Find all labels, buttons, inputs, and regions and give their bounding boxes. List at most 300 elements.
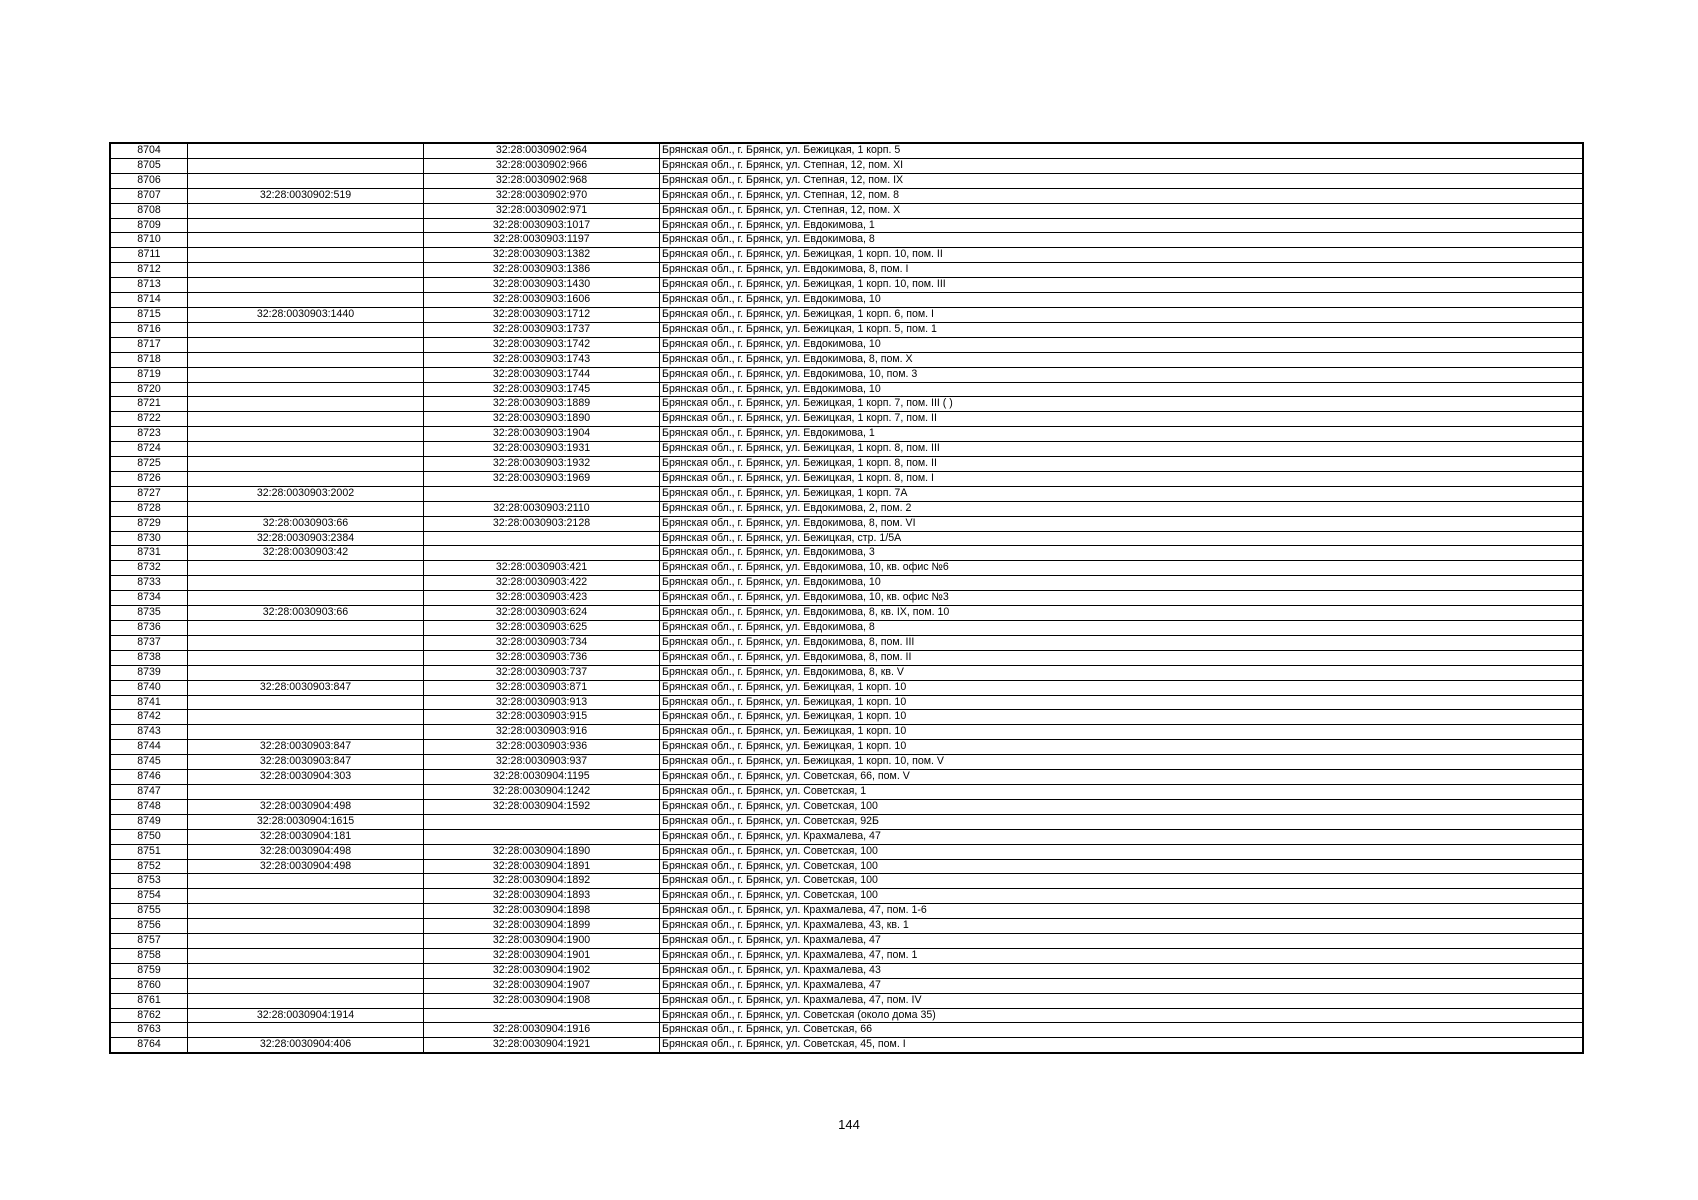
parent-cadastral-cell [188, 173, 424, 188]
row-number-cell: 8705 [111, 158, 188, 173]
address-cell: Брянская обл., г. Брянск, ул. Бежицкая, 1 корп. 10 [660, 725, 1583, 740]
cadastral-number-cell: 32:28:0030903:1931 [424, 442, 660, 457]
row-number-cell: 8749 [111, 814, 188, 829]
address-cell: Брянская обл., г. Брянск, ул. Советская, 66 [660, 1023, 1583, 1038]
cadastral-number-cell: 32:28:0030904:1891 [424, 859, 660, 874]
cadastral-number-cell [424, 814, 660, 829]
address-cell: Брянская обл., г. Брянск, ул. Евдокимова, 1 [660, 218, 1583, 233]
table-row [111, 635, 1583, 650]
cadastral-number-cell: 32:28:0030903:2128 [424, 516, 660, 531]
table-row [111, 471, 1583, 486]
cadastral-number-cell: 32:28:0030904:1892 [424, 874, 660, 889]
address-cell: Брянская обл., г. Брянск, ул. Степная, 12, пом. XI [660, 158, 1583, 173]
address-cell: Брянская обл., г. Брянск, ул. Советская, 1 [660, 784, 1583, 799]
cadastral-number-cell: 32:28:0030903:913 [424, 695, 660, 710]
row-number-cell: 8723 [111, 427, 188, 442]
row-number-cell: 8742 [111, 710, 188, 725]
address-cell: Брянская обл., г. Брянск, ул. Евдокимова, 10, пом. 3 [660, 367, 1583, 382]
parent-cadastral-cell [188, 710, 424, 725]
parent-cadastral-cell: 32:28:0030903:2002 [188, 486, 424, 501]
parent-cadastral-cell: 32:28:0030904:1615 [188, 814, 424, 829]
table-row [111, 233, 1583, 248]
row-number-cell: 8719 [111, 367, 188, 382]
cadastral-number-cell [424, 546, 660, 561]
cadastral-number-cell: 32:28:0030903:1743 [424, 352, 660, 367]
parent-cadastral-cell: 32:28:0030904:498 [188, 844, 424, 859]
table-row [111, 352, 1583, 367]
table-row [111, 740, 1583, 755]
address-cell: Брянская обл., г. Брянск, ул. Советская, 45, пом. I [660, 1038, 1583, 1053]
address-cell: Брянская обл., г. Брянск, ул. Бежицкая, 1 корп. 7, пом. II [660, 412, 1583, 427]
parent-cadastral-cell [188, 203, 424, 218]
table-row [111, 799, 1583, 814]
table-row [111, 725, 1583, 740]
cadastral-number-cell: 32:28:0030903:936 [424, 740, 660, 755]
address-cell: Брянская обл., г. Брянск, ул. Бежицкая, 1 корп. 5, пом. 1 [660, 322, 1583, 337]
cadastral-number-cell: 32:28:0030904:1898 [424, 904, 660, 919]
address-cell: Брянская обл., г. Брянск, ул. Бежицкая, 1 корп. 10 [660, 695, 1583, 710]
parent-cadastral-cell [188, 591, 424, 606]
address-cell: Брянская обл., г. Брянск, ул. Евдокимова, 8 [660, 621, 1583, 636]
cadastral-number-cell: 32:28:0030903:1712 [424, 307, 660, 322]
parent-cadastral-cell [188, 442, 424, 457]
parent-cadastral-cell: 32:28:0030904:498 [188, 799, 424, 814]
parent-cadastral-cell [188, 725, 424, 740]
address-cell: Брянская обл., г. Брянск, ул. Евдокимова, 8, пом. X [660, 352, 1583, 367]
address-cell: Брянская обл., г. Брянск, ул. Крахмалева, 47, пом. 1-6 [660, 904, 1583, 919]
parent-cadastral-cell [188, 963, 424, 978]
cadastral-number-cell: 32:28:0030903:421 [424, 561, 660, 576]
table-row [111, 263, 1583, 278]
parent-cadastral-cell [188, 248, 424, 263]
cadastral-number-cell: 32:28:0030902:966 [424, 158, 660, 173]
row-number-cell: 8738 [111, 650, 188, 665]
table-row [111, 278, 1583, 293]
parent-cadastral-cell [188, 934, 424, 949]
cadastral-number-cell: 32:28:0030903:871 [424, 680, 660, 695]
table-row [111, 695, 1583, 710]
table-row [111, 814, 1583, 829]
address-cell: Брянская обл., г. Брянск, ул. Степная, 12, пом. X [660, 203, 1583, 218]
row-number-cell: 8760 [111, 978, 188, 993]
table-row [111, 322, 1583, 337]
cadastral-number-cell: 32:28:0030903:736 [424, 650, 660, 665]
row-number-cell: 8734 [111, 591, 188, 606]
cadastral-number-cell: 32:28:0030903:1969 [424, 471, 660, 486]
row-number-cell: 8762 [111, 1008, 188, 1023]
table-row [111, 457, 1583, 472]
table-row [111, 606, 1583, 621]
row-number-cell: 8750 [111, 829, 188, 844]
address-cell: Брянская обл., г. Брянск, ул. Евдокимова, 10, кв. офис №6 [660, 561, 1583, 576]
row-number-cell: 8724 [111, 442, 188, 457]
address-cell: Брянская обл., г. Брянск, ул. Бежицкая, 1 корп. 10 [660, 680, 1583, 695]
address-cell: Брянская обл., г. Брянск, ул. Бежицкая, 1 корп. 10 [660, 710, 1583, 725]
cadastral-number-cell: 32:28:0030904:1592 [424, 799, 660, 814]
parent-cadastral-cell: 32:28:0030903:42 [188, 546, 424, 561]
cadastral-number-cell: 32:28:0030902:968 [424, 173, 660, 188]
cadastral-number-cell: 32:28:0030903:1890 [424, 412, 660, 427]
cadastral-number-cell: 32:28:0030904:1901 [424, 948, 660, 963]
cadastral-number-cell: 32:28:0030903:1382 [424, 248, 660, 263]
table-row [111, 963, 1583, 978]
parent-cadastral-cell [188, 352, 424, 367]
address-cell: Брянская обл., г. Брянск, ул. Советская, 66, пом. V [660, 770, 1583, 785]
parent-cadastral-cell [188, 278, 424, 293]
parent-cadastral-cell [188, 576, 424, 591]
address-cell: Брянская обл., г. Брянск, ул. Бежицкая, 1 корп. 8, пом. II [660, 457, 1583, 472]
row-number-cell: 8751 [111, 844, 188, 859]
cadastral-number-cell: 32:28:0030903:624 [424, 606, 660, 621]
parent-cadastral-cell [188, 367, 424, 382]
table-row [111, 203, 1583, 218]
row-number-cell: 8730 [111, 531, 188, 546]
parent-cadastral-cell [188, 948, 424, 963]
table-row [111, 784, 1583, 799]
cadastral-number-cell: 32:28:0030902:970 [424, 188, 660, 203]
row-number-cell: 8722 [111, 412, 188, 427]
parent-cadastral-cell [188, 397, 424, 412]
row-number-cell: 8726 [111, 471, 188, 486]
parent-cadastral-cell [188, 457, 424, 472]
parent-cadastral-cell [188, 695, 424, 710]
table-row [111, 591, 1583, 606]
row-number-cell: 8727 [111, 486, 188, 501]
parent-cadastral-cell [188, 561, 424, 576]
table-row [111, 158, 1583, 173]
row-number-cell: 8716 [111, 322, 188, 337]
cadastral-number-cell: 32:28:0030903:1742 [424, 337, 660, 352]
parent-cadastral-cell [188, 144, 424, 159]
cadastral-number-cell: 32:28:0030903:915 [424, 710, 660, 725]
row-number-cell: 8755 [111, 904, 188, 919]
row-number-cell: 8763 [111, 1023, 188, 1038]
address-cell: Брянская обл., г. Брянск, ул. Бежицкая, 1 корп. 5 [660, 144, 1583, 159]
cadastral-number-cell: 32:28:0030903:1745 [424, 382, 660, 397]
address-cell: Брянская обл., г. Брянск, ул. Советская (около дома 35) [660, 1008, 1583, 1023]
table-row [111, 1038, 1583, 1053]
table-row [111, 621, 1583, 636]
address-cell: Брянская обл., г. Брянск, ул. Евдокимова, 2, пом. 2 [660, 501, 1583, 516]
cadastral-number-cell: 32:28:0030904:1242 [424, 784, 660, 799]
cadastral-number-cell: 32:28:0030903:1904 [424, 427, 660, 442]
cadastral-number-cell: 32:28:0030904:1907 [424, 978, 660, 993]
registry-table [110, 143, 1583, 1053]
row-number-cell: 8753 [111, 874, 188, 889]
table-row [111, 919, 1583, 934]
row-number-cell: 8728 [111, 501, 188, 516]
table-row [111, 859, 1583, 874]
address-cell: Брянская обл., г. Брянск, ул. Крахмалева, 43, кв. 1 [660, 919, 1583, 934]
row-number-cell: 8710 [111, 233, 188, 248]
row-number-cell: 8721 [111, 397, 188, 412]
parent-cadastral-cell [188, 158, 424, 173]
address-cell: Брянская обл., г. Брянск, ул. Бежицкая, 1 корп. 8, пом. III [660, 442, 1583, 457]
table-row [111, 934, 1583, 949]
cadastral-number-cell: 32:28:0030904:1899 [424, 919, 660, 934]
parent-cadastral-cell: 32:28:0030902:519 [188, 188, 424, 203]
table-row [111, 755, 1583, 770]
row-number-cell: 8714 [111, 293, 188, 308]
address-cell: Брянская обл., г. Брянск, ул. Степная, 12, пом. IX [660, 173, 1583, 188]
cadastral-number-cell: 32:28:0030903:1889 [424, 397, 660, 412]
table-row [111, 993, 1583, 1008]
address-cell: Брянская обл., г. Брянск, ул. Крахмалева, 47, пом. IV [660, 993, 1583, 1008]
address-cell: Брянская обл., г. Брянск, ул. Евдокимова, 10 [660, 293, 1583, 308]
row-number-cell: 8740 [111, 680, 188, 695]
page-number: 144 [838, 1117, 860, 1132]
parent-cadastral-cell [188, 382, 424, 397]
address-cell: Брянская обл., г. Брянск, ул. Бежицкая, 1 корп. 8, пом. I [660, 471, 1583, 486]
table-row [111, 948, 1583, 963]
address-cell: Брянская обл., г. Брянск, ул. Евдокимова, 8, пом. III [660, 635, 1583, 650]
cadastral-number-cell: 32:28:0030903:734 [424, 635, 660, 650]
address-cell: Брянская обл., г. Брянск, ул. Бежицкая, 1 корп. 6, пом. I [660, 307, 1583, 322]
row-number-cell: 8757 [111, 934, 188, 949]
parent-cadastral-cell [188, 412, 424, 427]
parent-cadastral-cell: 32:28:0030904:181 [188, 829, 424, 844]
row-number-cell: 8729 [111, 516, 188, 531]
table-row [111, 531, 1583, 546]
parent-cadastral-cell [188, 650, 424, 665]
cadastral-number-cell [424, 1008, 660, 1023]
cadastral-number-cell: 32:28:0030903:2110 [424, 501, 660, 516]
cadastral-number-cell: 32:28:0030903:625 [424, 621, 660, 636]
address-cell: Брянская обл., г. Брянск, ул. Крахмалева, 47 [660, 934, 1583, 949]
table-row [111, 248, 1583, 263]
address-cell: Брянская обл., г. Брянск, ул. Бежицкая, 1 корп. 10, пом. III [660, 278, 1583, 293]
address-cell: Брянская обл., г. Брянск, ул. Бежицкая, 1 корп. 10, пом. II [660, 248, 1583, 263]
parent-cadastral-cell: 32:28:0030904:406 [188, 1038, 424, 1053]
row-number-cell: 8735 [111, 606, 188, 621]
parent-cadastral-cell [188, 978, 424, 993]
cadastral-number-cell: 32:28:0030903:1744 [424, 367, 660, 382]
cadastral-number-cell: 32:28:0030903:423 [424, 591, 660, 606]
address-cell: Брянская обл., г. Брянск, ул. Бежицкая, 1 корп. 7А [660, 486, 1583, 501]
table-row [111, 978, 1583, 993]
address-cell: Брянская обл., г. Брянск, ул. Крахмалева, 47 [660, 978, 1583, 993]
cadastral-number-cell: 32:28:0030903:937 [424, 755, 660, 770]
table-row [111, 829, 1583, 844]
parent-cadastral-cell [188, 501, 424, 516]
address-cell: Брянская обл., г. Брянск, ул. Евдокимова, 10 [660, 576, 1583, 591]
row-number-cell: 8708 [111, 203, 188, 218]
row-number-cell: 8756 [111, 919, 188, 934]
table-row [111, 561, 1583, 576]
address-cell: Брянская обл., г. Брянск, ул. Советская, 100 [660, 844, 1583, 859]
table-row [111, 710, 1583, 725]
address-cell: Брянская обл., г. Брянск, ул. Евдокимова, 8 [660, 233, 1583, 248]
parent-cadastral-cell [188, 322, 424, 337]
table-row [111, 665, 1583, 680]
row-number-cell: 8711 [111, 248, 188, 263]
parent-cadastral-cell: 32:28:0030904:1914 [188, 1008, 424, 1023]
parent-cadastral-cell [188, 337, 424, 352]
address-cell: Брянская обл., г. Брянск, ул. Евдокимова, 8, пом. I [660, 263, 1583, 278]
table-row [111, 650, 1583, 665]
address-cell: Брянская обл., г. Брянск, ул. Советская, 92Б [660, 814, 1583, 829]
cadastral-number-cell: 32:28:0030903:1017 [424, 218, 660, 233]
cadastral-number-cell: 32:28:0030904:1902 [424, 963, 660, 978]
parent-cadastral-cell [188, 904, 424, 919]
cadastral-number-cell [424, 531, 660, 546]
address-cell: Брянская обл., г. Брянск, ул. Евдокимова, 3 [660, 546, 1583, 561]
table-row [111, 680, 1583, 695]
parent-cadastral-cell: 32:28:0030903:847 [188, 680, 424, 695]
table-row [111, 382, 1583, 397]
table-row [111, 516, 1583, 531]
table-row [111, 293, 1583, 308]
parent-cadastral-cell [188, 919, 424, 934]
address-cell: Брянская обл., г. Брянск, ул. Евдокимова, 8, пом. VI [660, 516, 1583, 531]
table-row [111, 1008, 1583, 1023]
table-row [111, 144, 1583, 159]
parent-cadastral-cell [188, 427, 424, 442]
parent-cadastral-cell: 32:28:0030903:847 [188, 755, 424, 770]
parent-cadastral-cell [188, 889, 424, 904]
row-number-cell: 8739 [111, 665, 188, 680]
row-number-cell: 8720 [111, 382, 188, 397]
row-number-cell: 8743 [111, 725, 188, 740]
cadastral-number-cell: 32:28:0030904:1916 [424, 1023, 660, 1038]
address-cell: Брянская обл., г. Брянск, ул. Евдокимова, 10 [660, 337, 1583, 352]
row-number-cell: 8704 [111, 144, 188, 159]
table-row [111, 546, 1583, 561]
cadastral-number-cell: 32:28:0030903:1386 [424, 263, 660, 278]
row-number-cell: 8731 [111, 546, 188, 561]
cadastral-number-cell: 32:28:0030903:1606 [424, 293, 660, 308]
address-cell: Брянская обл., г. Брянск, ул. Бежицкая, стр. 1/5А [660, 531, 1583, 546]
cadastral-number-cell: 32:28:0030904:1890 [424, 844, 660, 859]
cadastral-number-cell: 32:28:0030904:1195 [424, 770, 660, 785]
address-cell: Брянская обл., г. Брянск, ул. Крахмалева, 47 [660, 829, 1583, 844]
address-cell: Брянская обл., г. Брянск, ул. Бежицкая, 1 корп. 10 [660, 740, 1583, 755]
cadastral-number-cell: 32:28:0030903:1430 [424, 278, 660, 293]
parent-cadastral-cell [188, 665, 424, 680]
parent-cadastral-cell [188, 621, 424, 636]
parent-cadastral-cell [188, 874, 424, 889]
row-number-cell: 8748 [111, 799, 188, 814]
parent-cadastral-cell: 32:28:0030903:1440 [188, 307, 424, 322]
table-row [111, 218, 1583, 233]
table-body [111, 144, 1583, 1053]
table-row [111, 427, 1583, 442]
cadastral-number-cell: 32:28:0030903:916 [424, 725, 660, 740]
table-row [111, 173, 1583, 188]
table-row [111, 337, 1583, 352]
address-cell: Брянская обл., г. Брянск, ул. Бежицкая, 1 корп. 7, пом. III ( ) [660, 397, 1583, 412]
parent-cadastral-cell [188, 293, 424, 308]
address-cell: Брянская обл., г. Брянск, ул. Евдокимова, 10, кв. офис №3 [660, 591, 1583, 606]
table-row [111, 874, 1583, 889]
parent-cadastral-cell [188, 233, 424, 248]
row-number-cell: 8709 [111, 218, 188, 233]
cadastral-number-cell: 32:28:0030904:1921 [424, 1038, 660, 1053]
row-number-cell: 8732 [111, 561, 188, 576]
cadastral-number-cell: 32:28:0030902:964 [424, 144, 660, 159]
row-number-cell: 8752 [111, 859, 188, 874]
table-row [111, 904, 1583, 919]
row-number-cell: 8744 [111, 740, 188, 755]
cadastral-number-cell: 32:28:0030903:1197 [424, 233, 660, 248]
row-number-cell: 8712 [111, 263, 188, 278]
address-cell: Брянская обл., г. Брянск, ул. Евдокимова, 10 [660, 382, 1583, 397]
table-row [111, 412, 1583, 427]
row-number-cell: 8713 [111, 278, 188, 293]
cadastral-number-cell: 32:28:0030903:737 [424, 665, 660, 680]
row-number-cell: 8715 [111, 307, 188, 322]
address-cell: Брянская обл., г. Брянск, ул. Крахмалева, 47, пом. 1 [660, 948, 1583, 963]
parent-cadastral-cell: 32:28:0030903:2384 [188, 531, 424, 546]
table-row [111, 486, 1583, 501]
parent-cadastral-cell: 32:28:0030904:498 [188, 859, 424, 874]
cadastral-number-cell [424, 486, 660, 501]
address-cell: Брянская обл., г. Брянск, ул. Крахмалева, 43 [660, 963, 1583, 978]
parent-cadastral-cell [188, 784, 424, 799]
table-row [111, 188, 1583, 203]
address-cell: Брянская обл., г. Брянск, ул. Бежицкая, 1 корп. 10, пом. V [660, 755, 1583, 770]
cadastral-number-cell [424, 829, 660, 844]
row-number-cell: 8764 [111, 1038, 188, 1053]
table-row [111, 501, 1583, 516]
table-row [111, 770, 1583, 785]
cadastral-number-cell: 32:28:0030903:1737 [424, 322, 660, 337]
row-number-cell: 8717 [111, 337, 188, 352]
address-cell: Брянская обл., г. Брянск, ул. Советская, 100 [660, 874, 1583, 889]
row-number-cell: 8707 [111, 188, 188, 203]
parent-cadastral-cell [188, 635, 424, 650]
row-number-cell: 8733 [111, 576, 188, 591]
table-row [111, 397, 1583, 412]
row-number-cell: 8746 [111, 770, 188, 785]
table-row [111, 307, 1583, 322]
cadastral-number-cell: 32:28:0030903:422 [424, 576, 660, 591]
address-cell: Брянская обл., г. Брянск, ул. Евдокимова, 8, пом. II [660, 650, 1583, 665]
parent-cadastral-cell [188, 993, 424, 1008]
parent-cadastral-cell [188, 263, 424, 278]
row-number-cell: 8745 [111, 755, 188, 770]
row-number-cell: 8718 [111, 352, 188, 367]
cadastral-number-cell: 32:28:0030904:1900 [424, 934, 660, 949]
table-row [111, 442, 1583, 457]
address-cell: Брянская обл., г. Брянск, ул. Евдокимова, 8, кв. IX, пом. 10 [660, 606, 1583, 621]
cadastral-number-cell: 32:28:0030903:1932 [424, 457, 660, 472]
table-row [111, 844, 1583, 859]
row-number-cell: 8761 [111, 993, 188, 1008]
cadastral-number-cell: 32:28:0030904:1908 [424, 993, 660, 1008]
table-row [111, 1023, 1583, 1038]
parent-cadastral-cell: 32:28:0030903:66 [188, 516, 424, 531]
table-row [111, 889, 1583, 904]
row-number-cell: 8754 [111, 889, 188, 904]
address-cell: Брянская обл., г. Брянск, ул. Евдокимова, 1 [660, 427, 1583, 442]
table-row [111, 576, 1583, 591]
parent-cadastral-cell [188, 1023, 424, 1038]
row-number-cell: 8747 [111, 784, 188, 799]
row-number-cell: 8759 [111, 963, 188, 978]
row-number-cell: 8758 [111, 948, 188, 963]
cadastral-number-cell: 32:28:0030904:1893 [424, 889, 660, 904]
parent-cadastral-cell [188, 218, 424, 233]
row-number-cell: 8737 [111, 635, 188, 650]
parent-cadastral-cell: 32:28:0030903:847 [188, 740, 424, 755]
parent-cadastral-cell: 32:28:0030904:303 [188, 770, 424, 785]
cadastral-number-cell: 32:28:0030902:971 [424, 203, 660, 218]
address-cell: Брянская обл., г. Брянск, ул. Евдокимова, 8, кв. V [660, 665, 1583, 680]
parent-cadastral-cell: 32:28:0030903:66 [188, 606, 424, 621]
row-number-cell: 8741 [111, 695, 188, 710]
row-number-cell: 8725 [111, 457, 188, 472]
